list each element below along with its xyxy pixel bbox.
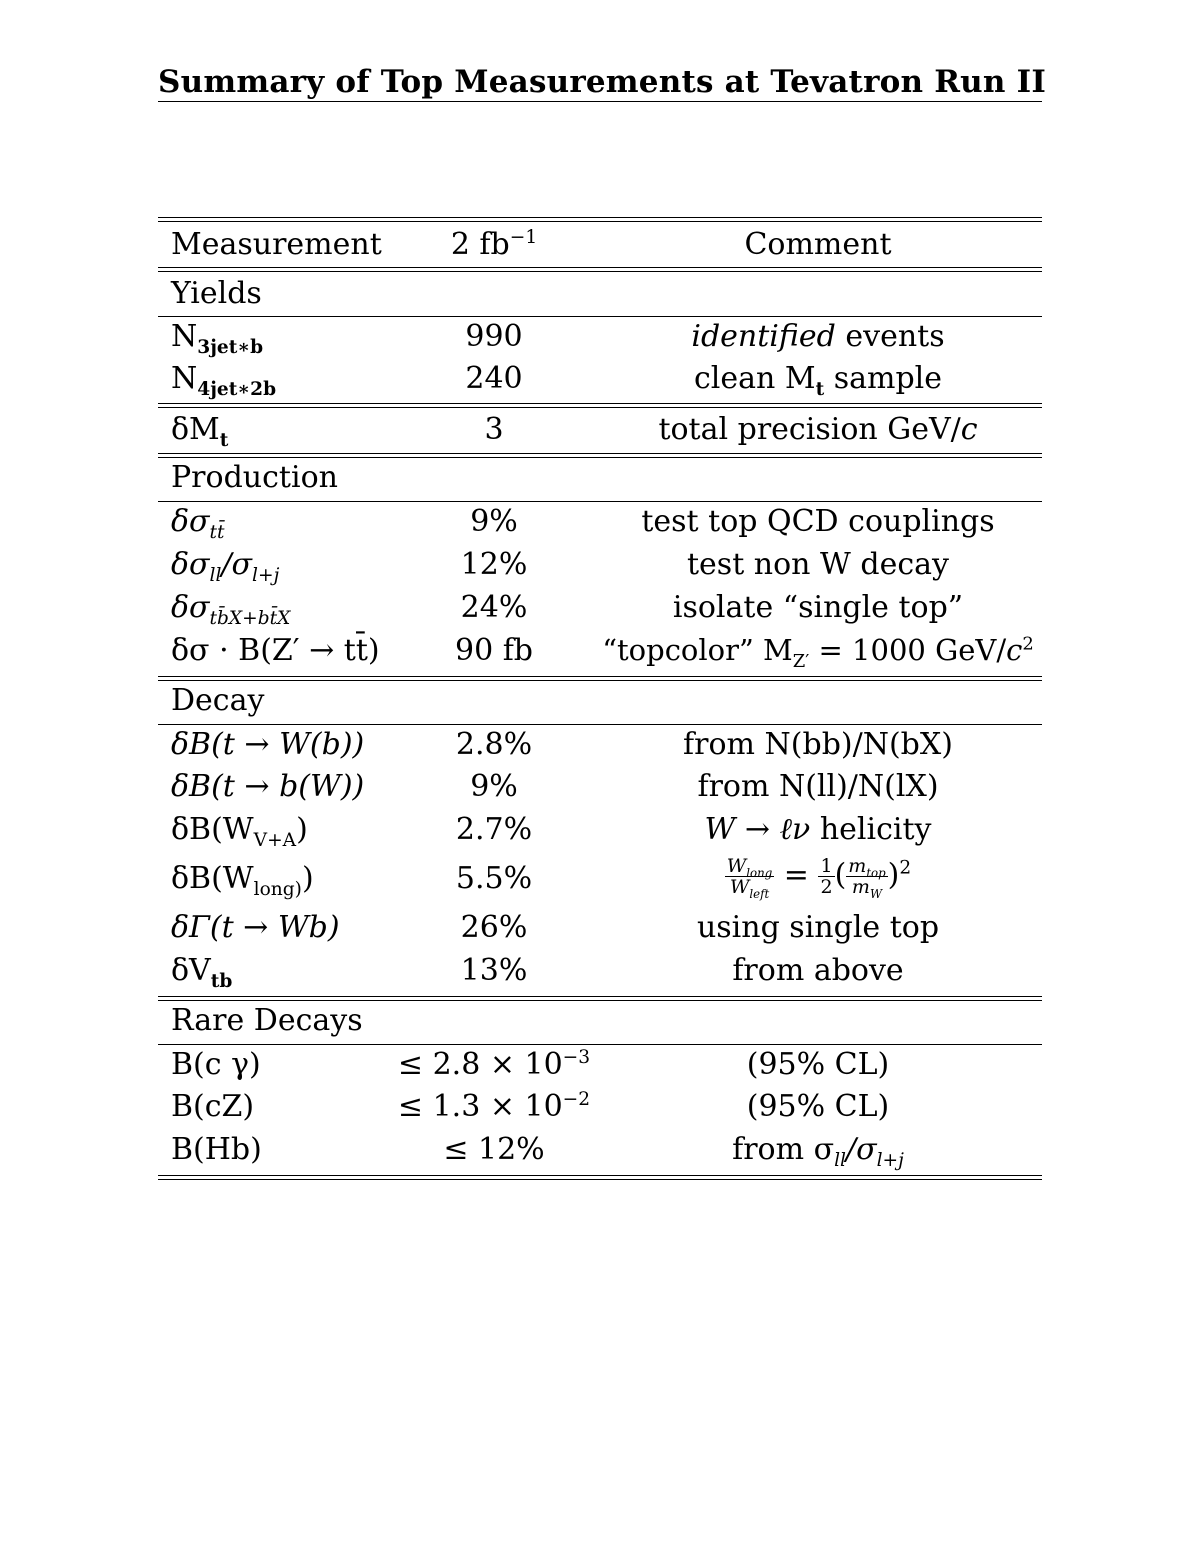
- comment-cell: “topcolor” $M_{Z'} = 1000$ GeV/$c^2$: [602, 633, 1034, 672]
- table-row: [158, 1131, 1042, 1175]
- fraction-mtop-mw: $\frac{m_{top}}{m_W}$: [848, 855, 886, 901]
- measurement-cell: $\delta B(W_{long)})$: [171, 861, 314, 900]
- table-row: [158, 632, 1042, 676]
- comment-cell: clean $M_t$ sample: [693, 361, 943, 400]
- section-label: Decay: [171, 683, 265, 718]
- comment-cell: test top QCD couplings: [641, 504, 995, 539]
- table-row: [158, 317, 1042, 360]
- measurement-cell: δσ · B(Z′ → tt̄): [171, 633, 380, 668]
- value-cell: 90 fb: [454, 633, 534, 668]
- measurement-cell: B(c γ): [171, 1047, 261, 1082]
- measurements-table: [158, 217, 1042, 1180]
- table-row: [158, 408, 1042, 453]
- measurement-cell: $\delta V_{tb}$: [171, 953, 233, 992]
- table-row: [158, 909, 1042, 952]
- measurement-cell: $\delta B(W_{V+A})$: [171, 812, 308, 851]
- header-comment: Comment: [744, 227, 892, 262]
- comment-cell: W → ℓν helicity: [704, 812, 932, 847]
- section-rare-decays: [158, 1001, 1042, 1044]
- comment-cell: from above: [732, 953, 904, 988]
- measurement-cell: δB(t → b(W)): [171, 769, 365, 804]
- value-cell: 3: [484, 412, 504, 447]
- table-row: [158, 811, 1042, 854]
- section-production: [158, 458, 1042, 501]
- section-decay: [158, 681, 1042, 724]
- table-row: [158, 1088, 1042, 1131]
- comment-cell: $\frac{W_{long}}{W_{left}}$ = $\frac{1}{2}$ ( $\frac{m_{top}}{m_W}$ )$^2$: [726, 855, 912, 901]
- value-cell: 9%: [470, 504, 518, 539]
- value-cell: ≤ 12%: [443, 1132, 545, 1167]
- value-cell: ≤ $2.8 \times 10^{-3}$: [397, 1047, 591, 1082]
- value-cell: 2.8%: [455, 727, 533, 762]
- value-cell: 26%: [460, 910, 528, 945]
- table-row: [158, 952, 1042, 996]
- table-row: [158, 502, 1042, 546]
- value-cell: 2.7%: [455, 812, 533, 847]
- fraction-half: $\frac{1}{2}$: [820, 855, 833, 898]
- comment-cell: from $\sigma_{ll}/\sigma_{l+j}$: [732, 1132, 904, 1171]
- value-cell: 5.5%: [455, 861, 533, 896]
- table-row: [158, 725, 1042, 768]
- fraction-wlong-wleft: $\frac{W_{long}}{W_{left}}$: [726, 855, 773, 901]
- header-measurement: Measurement: [171, 227, 382, 262]
- measurement-cell: $\delta\sigma_{ll}/\sigma_{l+j}$: [171, 547, 280, 586]
- measurement-cell: δΓ(t → Wb): [171, 910, 340, 945]
- comment-cell: using single top: [696, 910, 940, 945]
- comment-cell: isolate “single top”: [672, 590, 964, 625]
- table-row: [158, 546, 1042, 589]
- value-cell: 990: [465, 319, 523, 354]
- title-underline: [158, 101, 1042, 102]
- comment-cell: test non W decay: [686, 547, 949, 582]
- measurement-cell: δB(t → W(b)): [171, 727, 365, 762]
- measurement-cell: $N_{4jet∗2b}$: [171, 361, 277, 400]
- section-label: Yields: [171, 276, 262, 311]
- measurement-cell: $\delta\sigma_{tb̄X+bt̄X}$: [171, 590, 291, 629]
- section-yields: [158, 272, 1042, 316]
- value-cell: ≤ $1.3 \times 10^{-2}$: [397, 1089, 591, 1124]
- comment-cell: total precision GeV/c: [658, 412, 978, 447]
- table-row: [158, 854, 1042, 909]
- section-label: Production: [171, 460, 338, 495]
- comment-cell: from N(ll)/N(lX): [697, 769, 939, 804]
- comment-cell: identified events: [691, 319, 945, 354]
- value-cell: 13%: [460, 953, 528, 988]
- value-cell: 24%: [460, 590, 528, 625]
- table-row: [158, 1045, 1042, 1088]
- measurement-cell: $\delta\sigma_{tt̄}$: [171, 504, 225, 543]
- table-row: [158, 768, 1042, 811]
- value-cell: 12%: [460, 547, 528, 582]
- header-luminosity: 2 $fb^{-1}$: [450, 227, 538, 262]
- measurement-cell: B(cZ): [171, 1089, 255, 1124]
- table-row: [158, 589, 1042, 632]
- comment-cell: from N(bb)/N(bX): [683, 727, 953, 762]
- comment-cell: (95% CL): [746, 1047, 890, 1082]
- table-row: [158, 360, 1042, 403]
- section-label: Rare Decays: [171, 1003, 363, 1038]
- value-cell: 240: [465, 361, 523, 396]
- table-bottom-rule: [158, 1175, 1042, 1180]
- measurement-cell: $N_{3jet∗b}$: [171, 319, 264, 358]
- comment-cell: (95% CL): [746, 1089, 890, 1124]
- table-header-row: [158, 222, 1042, 267]
- page-title: Summary of Top Measurements at Tevatron Run II: [158, 64, 1047, 100]
- value-cell: 9%: [470, 769, 518, 804]
- measurement-cell: B(Hb): [171, 1132, 262, 1167]
- measurement-cell: $\delta M_t$: [171, 412, 229, 451]
